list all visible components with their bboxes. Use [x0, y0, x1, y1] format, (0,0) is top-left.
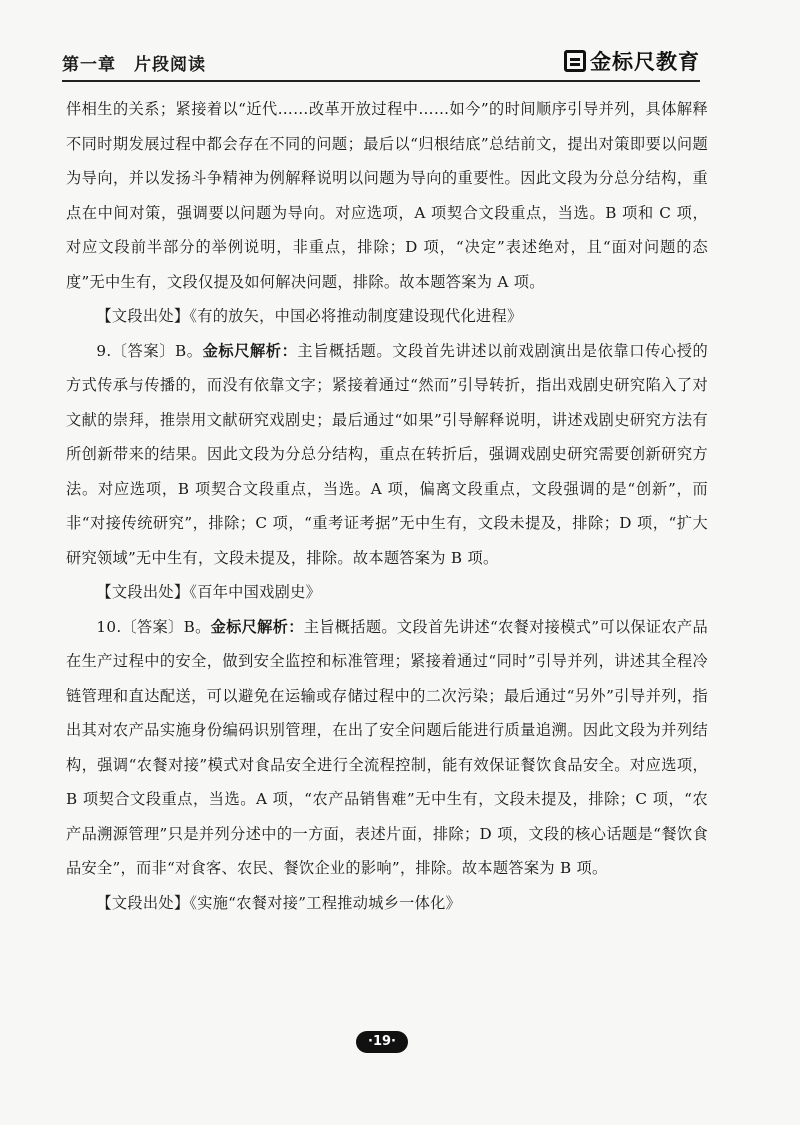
- answer-9-label: 金标尺解析：: [202, 341, 298, 360]
- page-header: [62, 46, 700, 82]
- page-number: ·19·: [356, 1031, 408, 1053]
- answer-8-continued: 伴相生的关系；紧接着以“近代……改革开放过程中……如今”的时间顺序引导并列，具体解释不同时期发展过程中都会存在不同的问题；最后以“归根结底”总结前文，提出对策即要以问题为导向，并以发扬斗争精神为例解释说明以问题为导向的重要性。因此文段为分总分结构，重点在中间对策，强调要以问题为导向。对应选项，A 项契合文段重点，当选。B 项和 C 项，对应文段前半部分的举例说明，非重点，排除；D 项，“决定”表述绝对，且“面对问题的态度”无中生有，文段仅提及如何解决问题，排除。故本题答案为 A 项。: [66, 100, 708, 291]
- answer-9-text: 主旨概括题。文段首先讲述以前戏剧演出是依靠口传心授的方式传承与传播的，而没有依靠文字；紧接着通过“然而”引导转折，指出戏剧史研究陷入了对文献的崇拜，推崇用文献研究戏剧史；最后通过“如果”引导解释说明，讲述戏剧史研究方法有所创新带来的结果。因此文段为分总分结构，重点在转折后，强调戏剧史研究需要创新研究方法。对应选项，B 项契合文段重点，当选。A 项，偏离文段重点，文段强调的是“创新”，而非“对接传统研究”，排除；C 项，“重考证考据”无中生有，文段未提及，排除；D 项，“扩大研究领域”无中生有，文段未提及，排除。故本题答案为 B 项。: [66, 341, 708, 567]
- source-10: 【文段出处】《实施“农餐对接”工程推动城乡一体化》: [96, 893, 462, 912]
- logo-icon: [564, 50, 586, 72]
- answer-10-text: 主旨概括题。文段首先讲述“农餐对接模式”可以保证农产品在生产过程中的安全，做到安全监控和标准管理；紧接着通过“同时”引导并列，讲述其全程冷链管理和直达配送，可以避免在运输或存储过程中的二次污染；最后通过“另外”引导并列，指出其对农产品实施身份编码识别管理，在出了安全问题后能进行质量追溯。因此文段为并列结构，强调“农餐对接”模式对食品安全进行全流程控制，能有效保证餐饮食品安全。对应选项，B 项契合文段重点，当选。A 项，“农产品销售难”无中生有，文段未提及，排除；C 项，“农产品溯源管理”只是并列分述中的一方面，表述片面，排除；D 项，文段的核心话题是“餐饮食品安全”，而非“对食客、农民、餐饮企业的影响”，排除。故本题答案为 B 项。: [66, 617, 708, 877]
- source-9: 【文段出处】《百年中国戏剧史》: [96, 583, 322, 601]
- brand-logo: [564, 46, 700, 76]
- answer-10: [66, 610, 708, 886]
- answer-9-number: 9.〔答案〕B。: [96, 341, 203, 360]
- page-body: [66, 92, 708, 920]
- answer-10-label: 金标尺解析：: [210, 617, 304, 636]
- source-8: 【文段出处】《有的放矢，中国必将推动制度建设现代化进程》: [96, 307, 523, 325]
- chapter-title: 第一章 片段阅读: [62, 55, 206, 75]
- answer-9: [66, 334, 708, 576]
- answer-10-number: 10.〔答案〕B。: [96, 617, 211, 636]
- logo-text: 金标尺教育: [590, 50, 700, 74]
